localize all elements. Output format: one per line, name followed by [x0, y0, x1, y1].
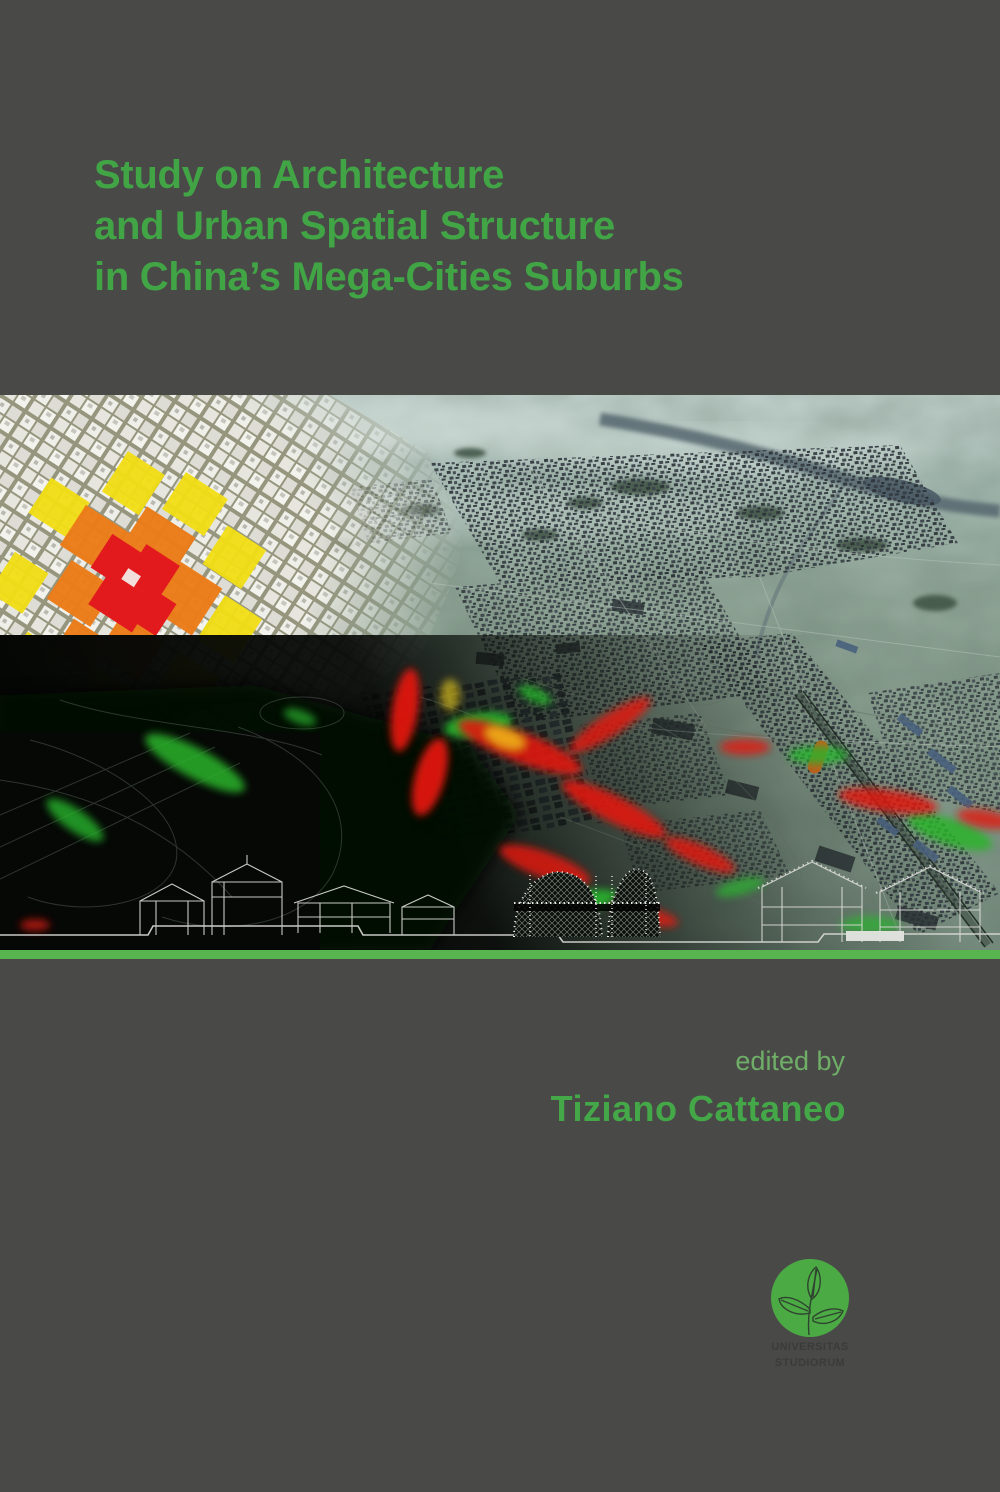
- publisher-name: [704, 1339, 916, 1371]
- book-title-line3: in China’s Mega-Cities Suburbs: [94, 255, 684, 299]
- analysis-overlay: [0, 635, 1000, 950]
- publisher-name-line1: UNIVERSITAS: [771, 1341, 849, 1353]
- cover-artwork: [0, 395, 1000, 950]
- book-title-line1: Study on Architecture: [94, 153, 505, 197]
- book-title: [94, 150, 684, 303]
- publisher-logo: [771, 1259, 849, 1337]
- book-title-line2: and Urban Spatial Structure: [94, 204, 615, 248]
- editor-name: Tiziano Cattaneo: [550, 1088, 846, 1129]
- cover-artwork-collage: [0, 395, 1000, 950]
- edited-by-label: edited by: [735, 1046, 845, 1076]
- plant-sprout-icon: [771, 1259, 849, 1337]
- green-accent-stripe: [0, 950, 1000, 959]
- publisher-name-line2: STUDIORUM: [774, 1357, 846, 1369]
